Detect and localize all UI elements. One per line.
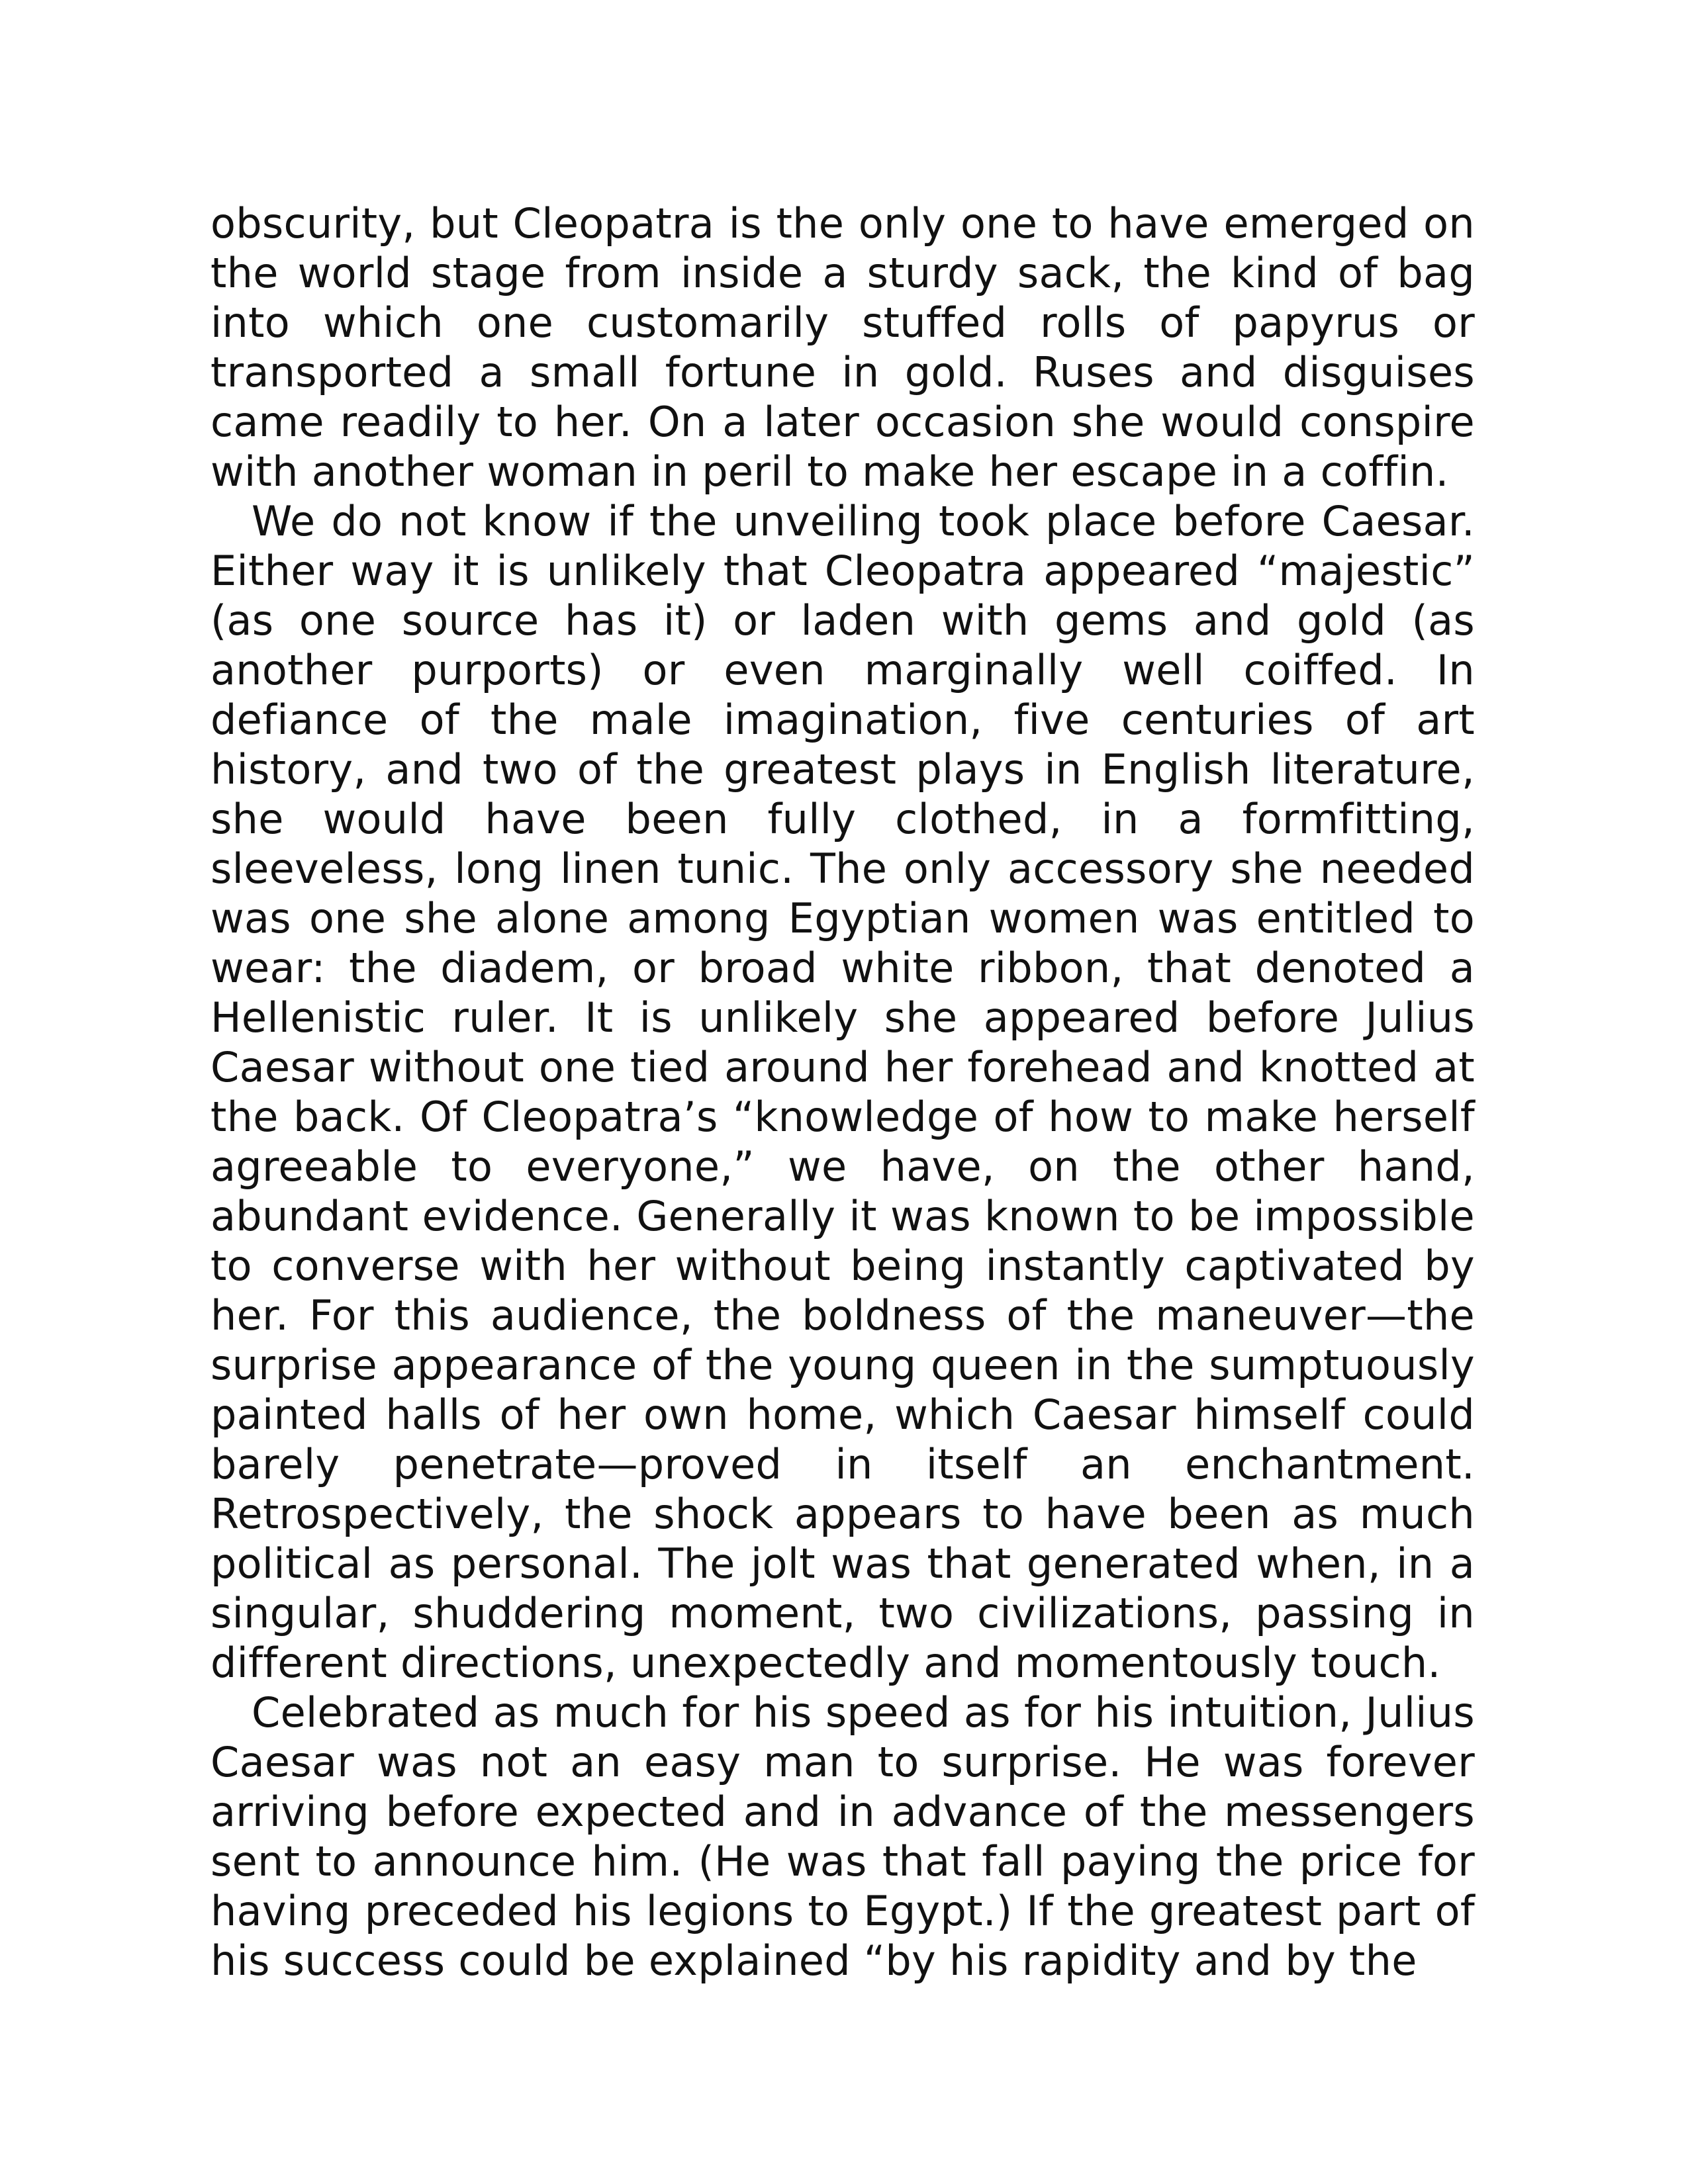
paragraph-3: Celebrated as much for his speed as for his intuition, Julius Caesar was not an easy man to surprise. He was forever arriving before expected and in advance of the messengers sent to announce him. (He was that fall paying the price for having preceded his legions to Egypt.) If the greatest part of his success could be explained “by his rapidity and by the xyxy=(211,1688,1475,1985)
page-body xyxy=(211,199,1475,1985)
paragraph-2: We do not know if the unveiling took place before Caesar. Either way it is unlikely that Cleopatra appeared “majestic” (as one source has it) or laden with gems and gold (as another purports) or even marginally well coiffed. In defiance of the male imagination, five centuries of art history, and two of the greatest plays in English literature, she would have been fully clothed, in a formfitting, sleeveless, long linen tunic. The only accessory she needed was one she alone among Egyptian women was entitled to wear: the diadem, or broad white ribbon, that denoted a Hellenistic ruler. It is unlikely she appeared before Julius Caesar without one tied around her forehead and knotted at the back. Of Cleopatra’s “knowledge of how to make herself agreeable to everyone,” we have, on the other hand, abundant evidence. Generally it was known to be impossible to converse with her without being instantly captivated by her. For this audience, the boldness of the maneuver—the surprise appearance of the young queen in the sumptuously painted halls of her own home, which Caesar himself could barely penetrate—proved in itself an enchantment. Retrospectively, the shock appears to have been as much political as personal. The jolt was that generated when, in a singular, shuddering moment, two civilizations, passing in different directions, unexpectedly and momentously touch. xyxy=(211,497,1475,1687)
paragraph-1: obscurity, but Cleopatra is the only one to have emerged on the world stage from inside a sturdy sack, the kind of bag into which one customarily stuffed rolls of papyrus or transported a small fortune in gold. Ruses and disguises came readily to her. On a later occasion she would conspire with another woman in peril to make her escape in a coffin. xyxy=(211,199,1475,496)
